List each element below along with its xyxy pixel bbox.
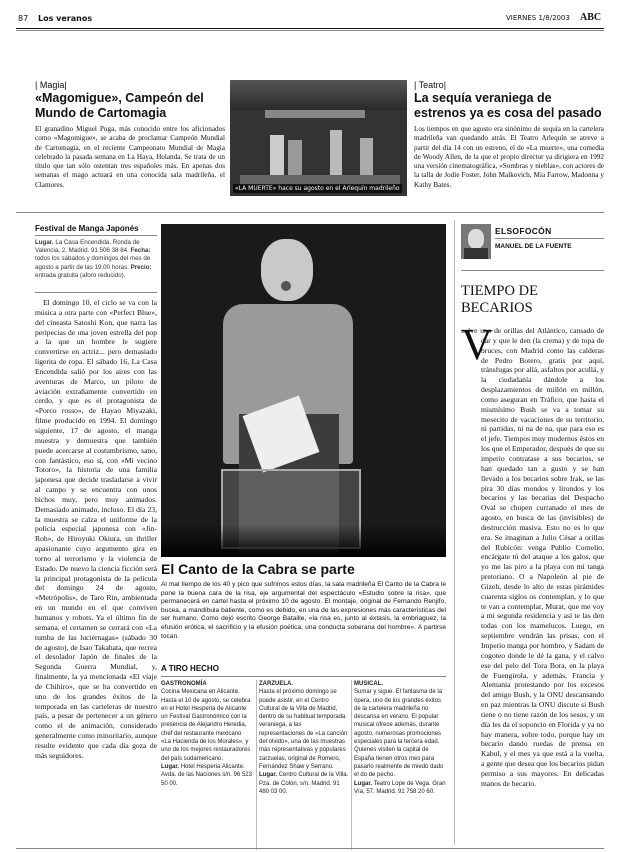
teatro-headline: La sequía veraniega de estrenos ya es cosa del pasado (414, 91, 602, 120)
tiro-col-musical (354, 680, 446, 796)
section-name: Los veranos (38, 14, 93, 23)
tiro-col-label: MUSICAL. (354, 681, 383, 687)
tiro-col-label: GASTRONOMÍA (161, 681, 207, 687)
cabra-body: Al mal tiempo de los 40 y pico que sufrimos estos días, la sala madrileña El Canto de la Cabra le pone la buena cara de la risa, eje argumental del espectáculo «Estudio sobre la risa», que permanecerá en cartel hasta el próximo 10 de agosto. El montaje, original de Fernando Renjifo, bucea, a mandíbula batiente, como es debido, en una de las expresiones más características del ser humano. Como dejó escrito George Bataille, «la risa es, junto al éxtasis, la embriaguez, la efusión erótica, el sacrificio y la efusión poética, una conducta soberana del hombre». A partirse tocan. (161, 581, 446, 640)
column-section: ELSOFOCÓN (495, 226, 552, 236)
manga-body: El domingo 10, el ciclo se va con la música a otra parte con «Perfect Blue», del cineasta Satoshi Kon, que narra las peripecias de una joven estrella del pop a la que un hombre le sugiere convertirse en actriz... pero demasiado ligerita de ropa. El sábado 16, La Casa Encendida salió por los aires con las aventuras de Marco, un piloto de aviación extrañamente convertido en cerdo, y que es el protagonista de «Porco rosso», de Hayao Miyazaki, filme producido en 1994. El domingo siguiente, 17 de agosto, el manga muestra y demuestra que también puede acercarse al costumbrismo, sano, con fantástico, eso sí, con «Mi vecino Totoro», la historia de una familia japonesa que decide trasladarse a vivir al campo y se encuentra con unos bichos muy, pero muy animados. Demasiado animado, incluso. El día 23, la muestra se calza el uniforme de la policía especial japonesa con «Jin-Roh», de Hiroyuki Okiura, un thriller apasionante cuyo argumento gira en torno al terrorismo y la violencia de Estado. De nuevo la ciencia ficción será la principal protagonista de la película del domingo 24 de agosto, «Metrópolis», de Taro Rin, ambientada en un mundo en el que conviven humanos y robots. Ya el último fin de semana, el certamen se cerrará con «La tumba de las luciérnagas» (sábado 30 de agosto), de Isao Takahata, que recrea el desolador Japón de finales de la Segunda Guerra Mundial, y, finalmente, la ya mencionada «El viaje de Chihiro», que se ha convertido en uno de los grandes éxitos de la temporada en las carteleras de nuestro país, a pesar de pertenecer a un género como el de animación, considerado generalmente como minoritario, aunque resulte evidente que cada día goza de más seguidores. (35, 298, 157, 760)
tiro-col-text: Cocina Mexicana en Alicante. Hasta el 10 de agosto, se celebra en el Hotel Hesperia de Alicante un Festival Gastronómico con la presencia de Alejandro Heredia, chef del restaurante mexicano «La Hacienda de los Morales», y uno de los mejores restauradores del país sudamericano. (161, 689, 251, 762)
manga-info-text-fecha: todos los sábados y domingos del mes de agosto a partir de las 19.00 horas. (35, 255, 151, 271)
tiro-title: A TIRO HECHO (161, 664, 219, 673)
column-dropcap-spacer (461, 326, 481, 366)
abc-logo: ABC (580, 12, 602, 23)
manga-info (35, 239, 157, 280)
manga-info-label-precio: Precio: (130, 263, 152, 271)
column-dropcap: V (461, 320, 493, 369)
tiro-col-text: Sumar y sigue. El fantasma de la ópera, uno de los grandes éxitos de la cartelera madrileña no descansa en verano. El popular musical ofrece además, durante agosto, numerosas promociones especiales para la tercera edad. Quienes visiten la capital de España tienen otros mes para pasarlo realmente de miedo dado el do de pecho. (354, 689, 444, 779)
tiro-col-label: ZARZUELA. (259, 681, 293, 687)
manga-title: Festival de Manga Japonés (35, 224, 139, 233)
tiro-col-place: Hotel Hesperia Alicante. Avda. de las Naciones s/n. 96 523 50 00. (161, 763, 252, 787)
page-number: 87 (18, 14, 29, 23)
issue-date: VIERNES 1/8/2003 (506, 14, 570, 22)
teatro-tag: | Teatro| (414, 80, 447, 90)
magia-headline: «Magomigue», Campeón del Mundo de Cartomagia (35, 91, 204, 120)
magia-body: El granadino Miguel Puga, más conocido entre los aficionados como «Magomigue», se acaba de proclamar Campeón Mundial de Cartomagia, en el reciente Campeonato Mundial de Magia celebrado la pasada semana en La Haya, Holanda. Se trata de un título que tan sólo ostentan tres españoles más. En apenas dos semanas el mago actuará en una conocida sala madrileña, el Clamores. (35, 125, 225, 189)
teatro-body: Los tiempos en que agosto era sinónimo de sequía en la cartelera madrileña van quedando atrás. El Teatro Arlequín se atreve a partir del día 14 con un estreno, el de «La muerte», una comedia de Woody Allen, de la que el propio director ya dirigiera en 1992 una versión cinematográfica, «Sombras y nieblas», con actores de la talla de Jodie Foster, John Malkovich, Mia Farrow, Madonna y Kathy Bates. (414, 125, 604, 189)
cabra-photo (161, 224, 446, 557)
tiro-col-place-label: Lugar. (354, 780, 373, 787)
page-header (16, 12, 604, 28)
manga-info-text-precio: entrada gratuita (aforo reducido). (35, 271, 126, 279)
manga-info-label-fecha: Fecha: (130, 247, 151, 255)
magia-tag: | Magia| (35, 80, 67, 90)
column-author: MANUEL DE LA FUENTE (495, 243, 572, 250)
manga-info-text-lugar: La Casa Encendida. Ronda de Valencia, 2. Madrid. 91 506 38 84. (35, 239, 140, 255)
manga-info-label-lugar: Lugar. (35, 239, 54, 246)
teatro-photo (230, 80, 407, 196)
tiro-col-place-label: Lugar. (259, 772, 278, 779)
tiro-col-place: Centro Cultural de la Villa. Pza. de Colón, s/n. Madrid. 91 480 03 00. (259, 772, 349, 795)
author-photo (461, 224, 491, 259)
tiro-col-zarzuela (259, 680, 349, 796)
tiro-col-text: Hasta el próximo domingo se puede asistir, en el Centro Cultural de la Villa de Madrid, dentro de su habitual temporada veraniega, a las representaciones de «La canción del olvido», una de las muestras más representativas y populares zarzuelas, original de Romero, Fernández Shaw y Serrano. (259, 689, 348, 770)
tiro-col-gastronomia (161, 680, 253, 788)
column-body: uelve uno de orillas del Atlántico, cansado de dar y que le den (la crema) y de topa de bruces, con Madrid como las calderas de Pedro Botero, gratis por aquí, tránsfugas por allá, asfaltos por acullá, y la ciudadanía dándole a los desplazamientos de millón en millón, como aseguran en Tráfico, que hasta el mismísimo Bush se va a tomar su mesecito de vacaciones de su territorio, ni partidas, ni na de na, que para eso es el jefe. Tiempos muy modernos éstos en los que el Emperador, después de que su imperio contratase a sus becarios, se han quedado tan a gusto y se han llevado a los becarios sobre Irak, se las pira 30 días mondos y lirondos y los becarios y las becarias del Despacho Oval se chupen curranado el mes de agosto, en busca de las (invisibles) de destrucción masiva. Esto no es lo que era. Se imaginan a Julio César a orillas del Rubicón: venga Publio Cornelio, encárgate tú del ataque a los galos, que yo me las piro a la playa con mi tanga pretoriano. O a Napoleón al pie de Gizeh, desde lo alto de estas pirámides cuarenta siglos os contemplan, y lo que te van a contemplar, Murat, que me voy a mi segunda residencia y así te las den todas con los mamelucos. Luego, en septiembre vendrán las prisas, con el Imperio manga por hombro, y Sadam de cogoteo donde le dé la gana, y el calvo ese del pelo del Tora Bora, en la playa de Fuengirola, y además, Francia y Alemania protestando por los excesos del amigo Bush, y la ONU descansando en paz mientras la ONU discute si Bush tiene o no tiene razón de los sesos, y un día les da el soponcio en Florida y ya no hay manera, sobre todo, porque hay un becario dando ruedas de prensa en Kabul, y el mes ya que está a la vuelta, a gente que desea que los becarios pidan permiso a sus mayores. En delicadas manos de becario. (461, 326, 604, 788)
teatro-photo-caption: «LA MUERTE» hace su agosto en el Arlequín madrileño (235, 185, 400, 192)
tiro-col-place-label: Lugar. (161, 763, 180, 770)
tiro-col-place: Teatro Lope de Vega. Gran Vía, 57. Madrid. 91 758 20 60. (354, 780, 446, 795)
column-title: TIEMPO DE BECARIOS (461, 283, 538, 316)
cabra-headline: El Canto de la Cabra se parte (161, 561, 355, 577)
